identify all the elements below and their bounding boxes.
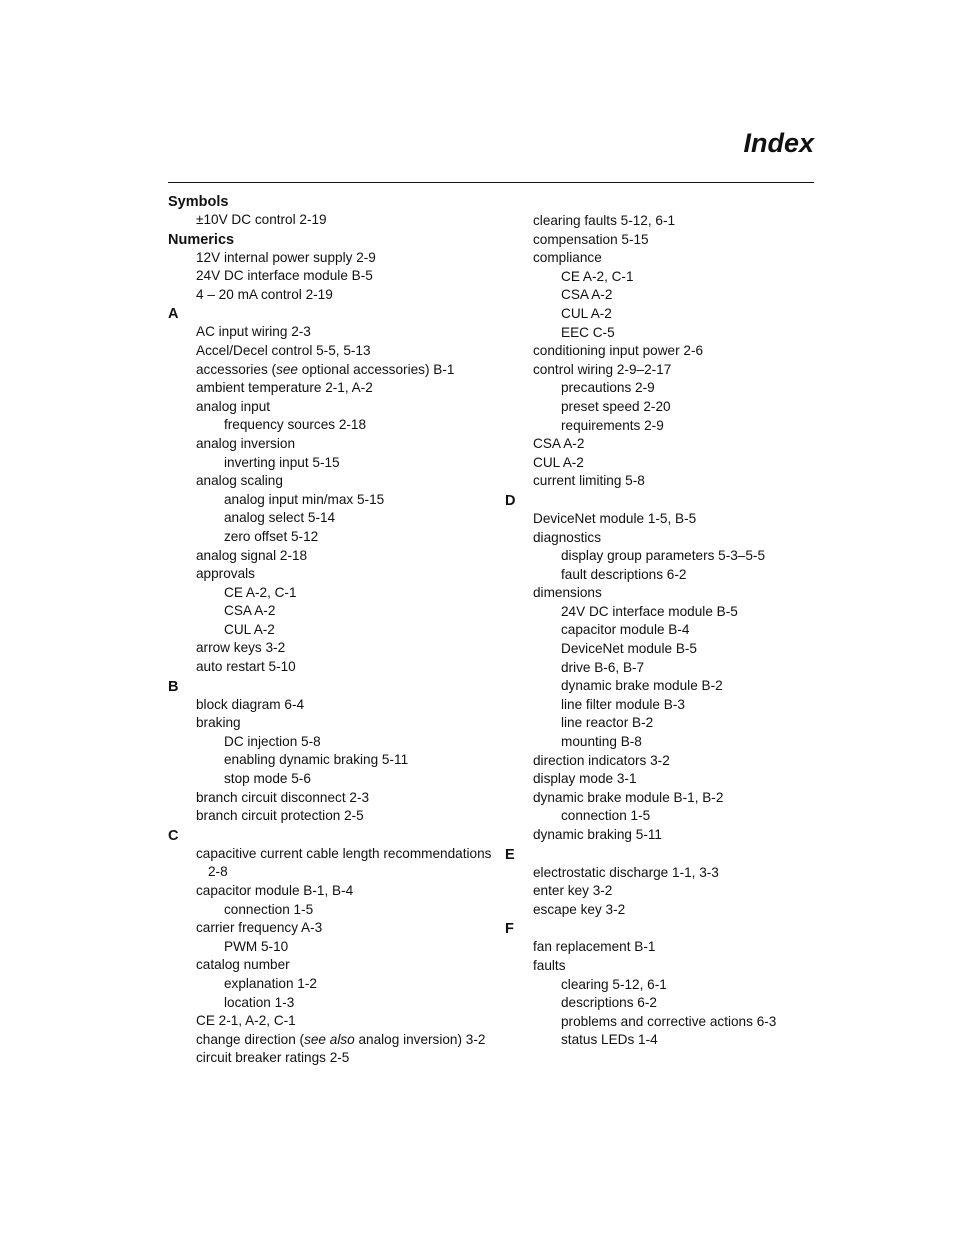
index-section-heading: Numerics [168,231,235,248]
index-entry: CE 2-1, A-2, C-1 [196,1013,296,1029]
index-entry: block diagram 6-4 [196,696,305,712]
index-subentry: fault descriptions 6-2 [561,566,687,582]
index-entry: carrier frequency A-3 [196,920,323,936]
index-column-left [168,192,492,1068]
index-subentry: requirements 2-9 [561,417,664,433]
index-entry: analog inversion [196,435,295,451]
index-subentry: EEC C-5 [561,324,615,340]
index-subentry: 24V DC interface module B-5 [561,603,738,619]
index-entry: dynamic brake module B-1, B-2 [533,789,724,805]
index-section-heading: F [505,921,514,938]
index-subentry: clearing 5-12, 6-1 [561,976,667,992]
index-subentry: line reactor B-2 [561,715,654,731]
index-entry: ambient temperature 2-1, A-2 [196,380,373,396]
index-subentry: analog select 5-14 [224,510,336,526]
index-entry: analog input [196,398,271,414]
index-section-heading: E [505,846,515,863]
index-entry: compensation 5-15 [533,231,649,247]
index-section-heading: D [505,492,516,509]
index-entry: catalog number [196,957,290,973]
index-entry: 24V DC interface module B-5 [196,268,373,284]
index-entry: arrow keys 3-2 [196,640,286,656]
index-entry: Accel/Decel control 5-5, 5-13 [196,342,371,358]
index-subentry: stop mode 5-6 [224,771,311,787]
index-entry: conditioning input power 2-6 [533,343,704,359]
index-subentry: CUL A-2 [224,621,275,637]
index-column-right [505,212,805,1050]
index-subentry: line filter module B-3 [561,696,685,712]
index-subentry: mounting B-8 [561,734,642,750]
index-entry: compliance [533,250,602,266]
index-entry: capacitor module B-1, B-4 [196,883,354,898]
index-entry: analog scaling [196,473,283,489]
index-entry: electrostatic discharge 1-1, 3-3 [533,864,719,880]
index-subentry: CSA A-2 [561,287,613,303]
index-subentry: frequency sources 2-18 [224,417,367,433]
index-entry: direction indicators 3-2 [533,752,670,768]
index-entry: faults [533,957,566,973]
index-subentry: problems and corrective actions 6-3 [561,1013,777,1029]
index-subentry: dynamic brake module B-2 [561,678,723,694]
index-subentry: zero offset 5-12 [224,528,319,544]
index-entry: auto restart 5-10 [196,659,296,675]
index-entry: 4 – 20 mA control 2-19 [196,286,333,302]
index-subentry: drive B-6, B-7 [561,659,645,675]
index-entry: escape key 3-2 [533,901,626,917]
page-title: Index [743,128,814,158]
index-entry: dimensions [533,585,602,601]
index-entry: dynamic braking 5-11 [533,827,662,842]
index-entry: branch circuit disconnect 2-3 [196,789,370,805]
index-subentry: preset speed 2-20 [561,398,671,414]
index-entry: current limiting 5-8 [533,473,645,489]
index-entry: enter key 3-2 [533,883,613,899]
index-entry: branch circuit protection 2-5 [196,808,364,824]
index-entry: control wiring 2-9–2-17 [533,361,672,377]
index-entry: analog signal 2-18 [196,547,308,563]
index-entry: braking [196,715,241,731]
index-section-heading: B [168,678,179,695]
index-subentry: PWM 5-10 [224,938,289,954]
index-entry: change direction (see also analog inversion) 3-2 [196,1031,486,1047]
index-entry: diagnostics [533,529,602,545]
header-rule [168,182,814,183]
index-subentry: CE A-2, C-1 [224,584,297,600]
index-entry: circuit breaker ratings 2-5 [196,1050,350,1066]
index-subentry: CE A-2, C-1 [561,268,634,284]
index-subentry: explanation 1-2 [224,975,317,991]
index-entry: DeviceNet module 1-5, B-5 [533,510,697,526]
index-subentry: descriptions 6-2 [561,995,657,1011]
index-subentry: connection 1-5 [561,808,651,824]
index-subentry: precautions 2-9 [561,380,655,396]
index-subentry: CSA A-2 [224,603,276,619]
index-entry: CUL A-2 [533,454,584,470]
index-subentry: location 1-3 [224,994,295,1010]
index-subentry: connection 1-5 [224,901,314,917]
index-entry: ±10V DC control 2-19 [196,212,327,227]
index-section-heading: Symbols [168,194,229,210]
index-subentry: DC injection 5-8 [224,733,321,749]
index-entry: CSA A-2 [533,436,585,452]
index-section-heading: C [168,827,179,844]
index-subentry: capacitor module B-4 [561,622,690,638]
index-entry: 12V internal power supply 2-9 [196,249,376,265]
index-entry: approvals [196,566,255,582]
index-entry: display mode 3-1 [533,771,637,787]
index-subentry: inverting input 5-15 [224,454,340,470]
index-entry-continuation: 2-8 [208,864,228,880]
index-section-heading: A [168,306,179,323]
index-subentry: CUL A-2 [561,305,612,321]
index-subentry: status LEDs 1-4 [561,1032,658,1048]
index-entry: accessories (see optional accessories) B-1 [196,361,455,377]
index-subentry: analog input min/max 5-15 [224,491,385,507]
index-entry: fan replacement B-1 [533,939,656,955]
index-entry: clearing faults 5-12, 6-1 [533,213,676,228]
index-subentry: enabling dynamic braking 5-11 [224,752,409,768]
index-subentry: DeviceNet module B-5 [561,641,697,657]
index-entry: AC input wiring 2-3 [196,324,311,340]
index-entry: capacitive current cable length recommendations [196,845,492,861]
index-subentry: display group parameters 5-3–5-5 [561,548,766,564]
